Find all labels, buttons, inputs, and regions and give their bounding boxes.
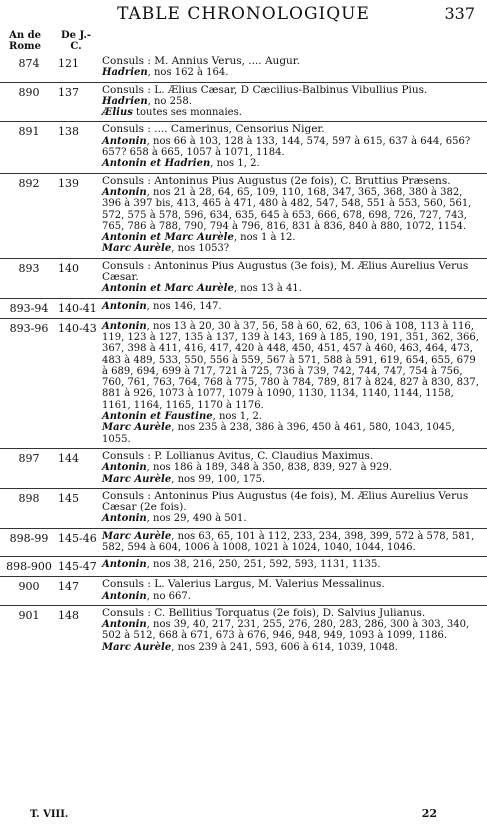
year-de-jc: 147 <box>58 580 79 594</box>
entry-body <box>102 124 487 169</box>
coin-numbers: , nos 39, 40, 217, 231, 255, 276, 280, 283, 286, 300 à 303, 340, 502 à 512, 668 à 671, 673 à 676, 946, 948, 949, 1093 à 1099, 1186. <box>102 619 470 642</box>
coin-reference <box>102 619 479 642</box>
coin-numbers: , nos 13 à 20, 30 à 37, 56, 58 à 60, 62, 63, 106 à 108, 113 à 116, 119, 123 à 127, 135 à 137, 139 à 143, 169 à 185, 190, 191, 351, 362, 366, 367, 398 à 411, 416, 417, 420 à 448, 450, 451, 457 à 460, 463, 464, 473, 483 à 489, 533, 550, 556 à 559, 567 à 571, 588 à 591, 619, 654, 655, 679 à 689, 694, 699 à 717, 721 à 725, 736 à 739, 742, 744, 747, 754 à 756, 760, 761, 763, 764, 768 à 775, 780 à 784, 789, 817 à 824, 827 à 830, 837, 881 à 926, 1073 à 1077, 1079 à 1090, 1130, 1134, 1140, 1144, 1158, 1161, 1164, 1165, 1170 à 1176. <box>102 320 479 411</box>
coin-numbers: , nos 13 à 41. <box>233 283 302 295</box>
coin-numbers: , nos 239 à 241, 593, 606 à 614, 1039, 1048. <box>171 641 398 653</box>
coin-reference <box>102 158 479 169</box>
coin-numbers: , nos 1053? <box>171 243 230 255</box>
year-an-de-rome: 893-96 <box>9 321 49 335</box>
entry-body <box>102 301 487 315</box>
emperor-name: Hadrien <box>102 67 148 79</box>
year-an-de-rome: 892 <box>18 176 40 190</box>
consuls-line: Consuls : C. Bellitius Torquatus (2e fois), D. Salvius Julianus. <box>102 606 426 619</box>
coin-reference <box>102 187 479 232</box>
consuls-line: Consuls : L. Valerius Largus, M. Valerius Messalinus. <box>102 578 385 591</box>
year-de-jc: 121 <box>58 57 79 70</box>
year-de-jc: 148 <box>58 608 79 622</box>
entry-body <box>102 491 487 525</box>
emperor-name: Hadrien <box>102 95 148 107</box>
coin-numbers: , nos 1 à 12. <box>233 232 296 244</box>
entry-body <box>102 579 487 602</box>
chronology-entry <box>0 258 487 298</box>
signature-number: 22 <box>421 807 437 820</box>
chronology-entry <box>0 556 487 576</box>
emperor-name: Antonin <box>102 300 147 312</box>
coin-reference <box>102 136 479 159</box>
year-an-de-rome: 897 <box>18 451 40 465</box>
coin-reference <box>102 422 479 445</box>
entry-body <box>102 56 487 79</box>
coin-numbers: toutes ses monnaies. <box>132 107 242 119</box>
chronology-entry <box>0 448 487 488</box>
coin-numbers: , nos 1, 2. <box>212 411 262 423</box>
emperor-name: Antonin <box>102 186 147 198</box>
entry-body <box>102 451 487 485</box>
year-de-jc: 137 <box>58 85 79 99</box>
coin-reference <box>102 67 479 78</box>
chronology-entry <box>0 173 487 258</box>
chronology-entry <box>0 54 487 82</box>
year-de-jc: 139 <box>58 176 79 190</box>
coin-reference <box>102 321 479 411</box>
chronology-entry <box>0 121 487 172</box>
column-header-an-de-rome: An de Rome <box>9 30 41 52</box>
page-number: 337 <box>444 4 475 23</box>
chronology-entry <box>0 528 487 557</box>
consuls-line: Consuls : M. Annius Verus, .... Augur. <box>102 55 301 67</box>
year-an-de-rome: 900 <box>18 580 40 594</box>
consuls-line: Consuls : Antoninus Pius Augustus (3e fois), M. Ælius Aurelius Verus Cæsar. <box>102 259 469 284</box>
consuls-line: Consuls : .... Camerinus, Censorius Niger. <box>102 123 325 136</box>
coin-reference <box>102 591 479 602</box>
coin-numbers: , nos 38, 216, 250, 251, 592, 593, 1131, 1135. <box>146 559 381 571</box>
entry-body <box>102 608 487 653</box>
chronology-entry <box>0 82 487 122</box>
coin-numbers: , no 667. <box>146 590 191 602</box>
chronology-entry <box>0 298 487 318</box>
chronology-list <box>0 54 487 656</box>
coin-reference <box>102 283 479 294</box>
emperor-name: Antonin <box>102 513 147 525</box>
entry-body <box>102 321 487 445</box>
page-title: TABLE CHRONOLOGIQUE <box>117 4 370 24</box>
coin-numbers: , nos 66 à 103, 128 à 133, 144, 574, 597 à 615, 637 à 644, 656? 657? 658 à 665, 1057 à 1071, 1184. <box>102 135 471 159</box>
emperor-name: Marc Aurèle <box>102 473 172 485</box>
coin-reference <box>102 96 479 107</box>
entry-body <box>102 261 487 295</box>
coin-reference <box>102 301 479 312</box>
coin-numbers: , nos 63, 65, 101 à 112, 233, 234, 398, 399, 572 à 578, 581, 582, 594 à 604, 1006 à 1008, 1021 à 1024, 1040, 1044, 1046. <box>102 530 475 553</box>
emperor-name: Antonin et Hadrien <box>102 158 211 170</box>
year-an-de-rome: 898-900 <box>6 560 52 574</box>
year-an-de-rome: 890 <box>18 85 40 99</box>
entry-body <box>102 531 487 554</box>
emperor-name: Antonin <box>102 462 147 474</box>
coin-numbers: , nos 1, 2. <box>210 158 260 170</box>
emperor-name: Ælius <box>102 107 133 119</box>
year-an-de-rome: 898 <box>18 491 40 505</box>
consuls-line: Consuls : L. Ælius Cæsar, D Cæcilius-Balbinus Vibullius Pius. <box>102 83 428 96</box>
consuls-line: Consuls : P. Lollianus Avitus, C. Claudius Maximus. <box>102 449 374 462</box>
coin-numbers: , nos 99, 100, 175. <box>171 473 266 485</box>
coin-reference <box>102 243 479 254</box>
coin-reference <box>102 642 479 653</box>
year-an-de-rome: 874 <box>18 57 40 70</box>
coin-reference <box>102 411 479 422</box>
year-an-de-rome: 891 <box>18 125 40 139</box>
year-de-jc: 138 <box>58 125 79 139</box>
year-de-jc: 145 <box>58 491 79 505</box>
emperor-name: Antonin <box>102 559 147 571</box>
coin-numbers: , nos 186 à 189, 348 à 350, 838, 839, 927 à 929. <box>146 462 393 474</box>
emperor-name: Marc Aurèle <box>102 243 172 255</box>
entry-body <box>102 85 487 119</box>
volume-label: T. VIII. <box>30 809 69 820</box>
coin-numbers: , nos 146, 147. <box>146 300 222 312</box>
year-an-de-rome: 898-99 <box>9 531 49 545</box>
chronology-entry <box>0 605 487 656</box>
coin-reference <box>102 513 479 524</box>
emperor-name: Antonin et Marc Aurèle <box>102 232 234 244</box>
coin-reference <box>102 559 479 570</box>
emperor-name: Antonin et Marc Aurèle <box>102 283 234 295</box>
coin-numbers: , nos 29, 490 à 501. <box>146 513 247 525</box>
emperor-name: Antonin <box>102 619 147 631</box>
entry-body <box>102 559 487 573</box>
emperor-name: Marc Aurèle <box>102 422 172 434</box>
entry-body <box>102 176 487 255</box>
year-an-de-rome: 901 <box>18 608 40 622</box>
year-de-jc: 140-43 <box>58 321 97 335</box>
year-de-jc: 140 <box>58 261 79 275</box>
chronology-entry <box>0 576 487 605</box>
chronology-entry <box>0 488 487 528</box>
coin-reference <box>102 531 479 554</box>
chronology-entry <box>0 318 487 448</box>
coin-reference <box>102 232 479 243</box>
coin-numbers: , nos 162 à 164. <box>147 67 229 79</box>
coin-reference <box>102 107 479 118</box>
coin-reference <box>102 474 479 485</box>
emperor-name: Antonin <box>102 135 147 147</box>
year-de-jc: 140-41 <box>58 301 97 315</box>
coin-numbers: , no 258. <box>147 95 192 107</box>
year-de-jc: 145-47 <box>58 560 97 574</box>
year-de-jc: 145-46 <box>58 531 97 545</box>
year-an-de-rome: 893 <box>18 261 40 275</box>
consuls-line: Consuls : Antoninus Pius Augustus (2e fois), C. Bruttius Præsens. <box>102 174 451 187</box>
consuls-line: Consuls : Antoninus Pius Augustus (4e fois), M. Ælius Aurelius Verus Cæsar (2e fois). <box>102 489 469 514</box>
emperor-name: Marc Aurèle <box>102 641 172 653</box>
emperor-name: Marc Aurèle <box>102 530 172 542</box>
year-de-jc: 144 <box>58 451 79 465</box>
column-header-de-jc: De J.-C. <box>60 30 92 52</box>
year-an-de-rome: 893-94 <box>9 301 49 315</box>
coin-numbers: , nos 21 à 28, 64, 65, 109, 110, 168, 347, 365, 368, 380 à 382, 396 à 397 bis, 413, 465 à 471, 480 à 482, 547, 548, 551 à 553, 560, 561, 572, 575 à 578, 596, 634, 635, 645 à 653, 666, 678, 698, 726, 727, 743, 765, 786 à 788, 790, 794 à 796, 816, 831 à 836, 840 à 880, 1072, 1154. <box>102 186 472 232</box>
coin-reference <box>102 462 479 473</box>
coin-numbers: , nos 235 à 238, 386 à 396, 450 à 461, 580, 1043, 1045, 1055. <box>102 422 455 445</box>
emperor-name: Antonin <box>102 590 147 602</box>
emperor-name: Antonin et Faustine <box>102 411 213 423</box>
emperor-name: Antonin <box>102 320 147 332</box>
